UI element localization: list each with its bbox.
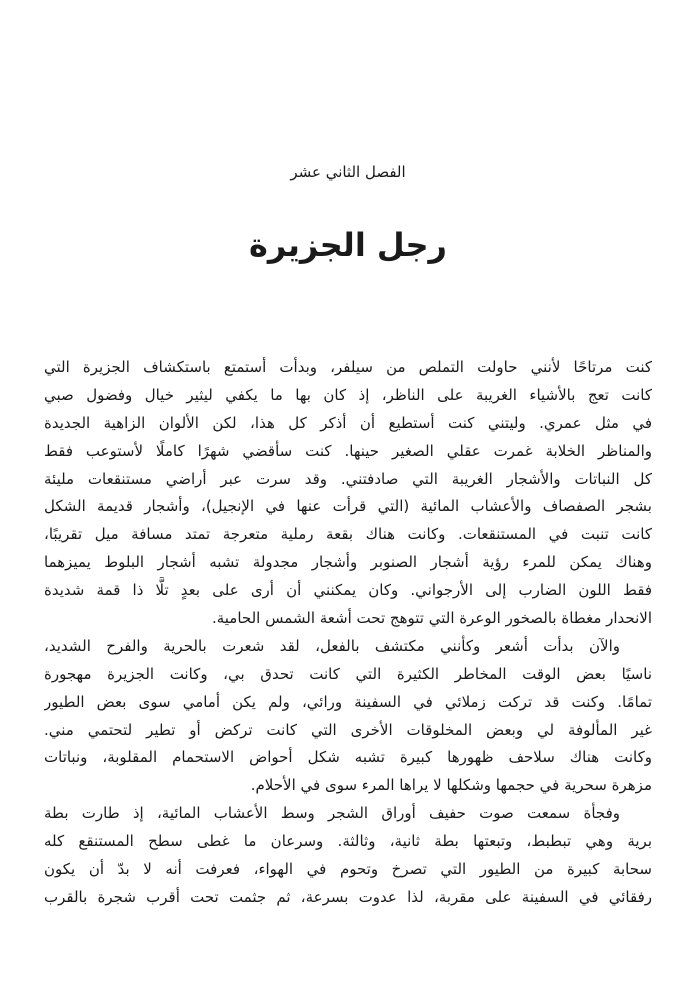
text-line: الانحدار مغطاة بالصخور الوعرة التي تتوهج تحت أشعة الشمس الحامية. <box>211 609 652 628</box>
text-line: سحابة كبيرة من الطيور التي تصرخ وتحوم في الهواء، فعرفت أنه لا بدّ أن يكون <box>44 860 652 879</box>
text-line: فقط اللون الضارب إلى الأرجواني. وكان يمكنني أن أرى على بعدٍ تلًّا ذا قمة شديدة <box>44 581 652 600</box>
text-line: والآن بدأت أشعر وكأنني مكتشف بالفعل، لقد شعرت بالحرية والفرح الشديد، <box>44 636 620 655</box>
text-line: مزهرة سحرية في حجمها وشكلها لا يراها المرء سوى في الأحلام. <box>250 776 652 795</box>
text-line: في مثل عمري. وليتني كنت أستطيع أن أذكر كل هذا، لكن الألوان الزاهية الجديدة <box>44 413 652 432</box>
text-line: بشجر الصفصاف والأعشاب المائية (التي قرأت عنها في الإنجيل)، وأشجار قديمة الشكل <box>44 497 652 516</box>
text-line: برية وهي تبطبط، وتبعتها بطة ثانية، وثالثة. وسرعان ما غطى سطح المستنقع كله <box>44 832 652 851</box>
text-line: ناسيًا بعض الوقت المخاطر الكثيرة التي كانت تحدق بي، وكانت الجزيرة مهجورة <box>44 664 652 683</box>
text-line: تمامًا. وكنت قد تركت زملائي في السفينة ورائي، ولم يكن أمامي سوى بعض الطيور <box>44 692 652 711</box>
paragraph <box>44 354 652 633</box>
chapter-title: رجل الجزيرة <box>249 226 447 264</box>
text-line: وكانت هناك سلاحف ظهورها كبيرة تشبه شكل أحواض الاستحمام المقلوبة، ونباتات <box>44 748 652 767</box>
text-line: كانت تعج بالأشياء الغريبة على الناظر، إذ كان بها ما يكفي ليثير خيال وفضول صبي <box>44 385 652 404</box>
text-line: رفقائي في السفينة على مقربة، لذا عدوت بسرعة، ثم جثمت تحت أقرب شجرة بالقرب <box>44 887 652 906</box>
text-line: كنت مرتاحًا لأنني حاولت التملص من سيلفر، وبدأت أستمتع باستكشاف الجزيرة التي <box>44 358 652 376</box>
paragraph <box>44 800 652 912</box>
text-line: وفجأة سمعت صوت حفيف أوراق الشجر وسط الأعشاب المائية، إذ طارت بطة <box>44 804 620 823</box>
text-line: كل النباتات والأشجار الغريبة التي صادفتني. وقد سرت عبر أراضي مستنقعات مليئة <box>44 469 652 488</box>
text-line: غير المألوفة لي وبعض المخلوقات الأخرى التي كانت تركض أو تطير لتحتمي مني. <box>44 720 652 739</box>
text-line: وهناك يمكن للمرء رؤية أشجار الصنوبر وأشجار مجدولة تشبه أشجار البلوط يميزهما <box>44 553 652 572</box>
text-line: والمناظر الخلابة غمرت عقلي الصغير حينها. كنت سأقضي شهرًا كاملًا لأستوعب فقط <box>44 441 652 460</box>
chapter-label: الفصل الثاني عشر <box>290 163 406 181</box>
text-line: كانت تنبت في المستنقعات. وكانت هناك بقعة رملية متعرجة تمتد مسافة ميل تقريبًا، <box>44 525 652 544</box>
body-text <box>44 354 652 912</box>
paragraph <box>44 633 652 800</box>
